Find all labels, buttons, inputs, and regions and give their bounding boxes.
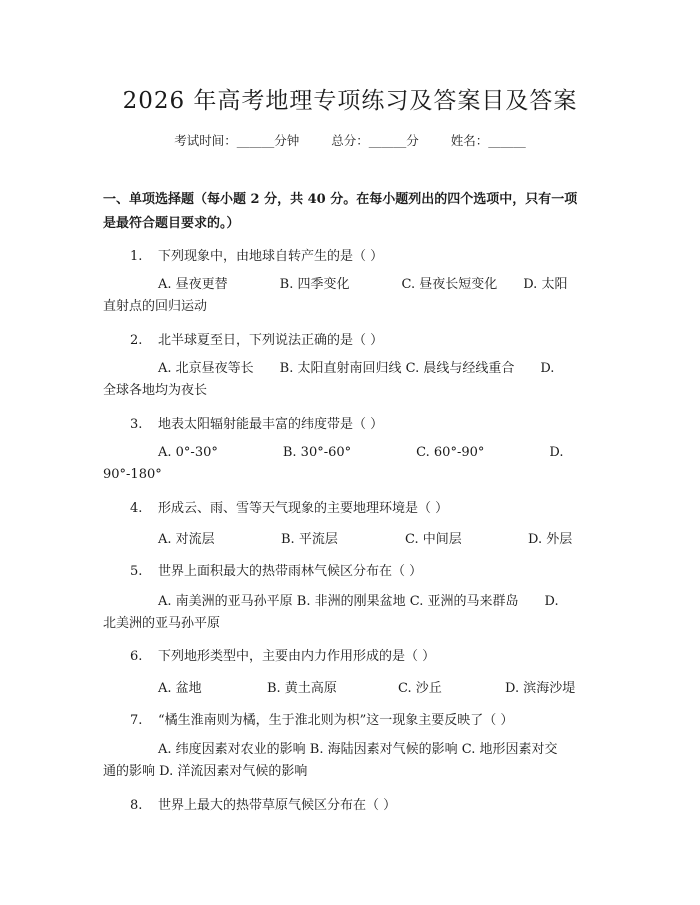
question-number: 2. <box>130 333 143 348</box>
option-a: A. 对流层 <box>158 532 215 547</box>
option-c: C. 沙丘 <box>398 681 442 696</box>
question-text: 下列地形类型中，主要由内力作用形成的是（ ） <box>158 649 436 664</box>
question-number: 7. <box>130 713 143 728</box>
question-7 <box>130 709 600 728</box>
question-text: 下列现象中，由地球自转产生的是（ ） <box>158 249 384 264</box>
options-line: A. 北京昼夜等长 B. 太阳直射南回归线 C. 晨线与经线重合 D. <box>158 361 555 376</box>
options-line: 全球各地均为夜长 <box>103 383 208 398</box>
question-2 <box>130 329 600 348</box>
question-5 <box>130 560 600 579</box>
section-heading-line: 是最符合题目要求的。） <box>103 216 240 231</box>
options-line: 通的影响 D. 洋流因素对气候的影响 <box>103 764 308 779</box>
question-6 <box>130 645 600 664</box>
question-number: 1. <box>130 249 143 264</box>
options-line: 北美洲的亚马孙平原 <box>103 616 221 631</box>
question-number: 3. <box>130 417 143 432</box>
total-score-field: 总分：______分 <box>331 133 419 148</box>
question-2-options <box>103 358 603 402</box>
question-5-options <box>103 591 603 635</box>
option-d: D. 外层 <box>528 532 573 547</box>
exam-meta <box>0 131 700 149</box>
question-8 <box>130 794 600 813</box>
page-title: 2026 年高考地理专项练习及答案目及答案 <box>122 88 578 114</box>
options-line: A. 南美洲的亚马孙平原 B. 非洲的刚果盆地 C. 亚洲的马来群岛 D. <box>158 594 559 609</box>
option-b: B. 平流层 <box>281 532 338 547</box>
question-text: 北半球夏至日，下列说法正确的是（ ） <box>158 333 384 348</box>
section-heading <box>103 188 603 236</box>
question-number: 4. <box>130 501 143 516</box>
question-7-options <box>103 739 603 783</box>
options-line: 直射点的回归运动 <box>103 299 208 314</box>
name-field: 姓名：______ <box>450 133 526 148</box>
question-4 <box>130 497 600 516</box>
option-c: C. 中间层 <box>405 532 462 547</box>
question-text: 世界上最大的热带草原气候区分布在（ ） <box>158 798 397 813</box>
question-3-options <box>103 442 603 486</box>
question-text: 世界上面积最大的热带雨林气候区分布在（ ） <box>158 564 423 579</box>
option-d: D. 滨海沙堤 <box>505 681 576 696</box>
options-line: A. 昼夜更替 B. 四季变化 C. 昼夜长短变化 D. 太阳 <box>158 277 568 292</box>
question-number: 8. <box>130 798 143 813</box>
question-1 <box>130 245 600 264</box>
option-b: B. 黄土高原 <box>267 681 337 696</box>
exam-time-field: 考试时间：______分钟 <box>174 133 300 148</box>
question-number: 6. <box>130 649 143 664</box>
options-line: A. 纬度因素对农业的影响 B. 海陆因素对气候的影响 C. 地形因素对交 <box>158 742 558 757</box>
question-number: 5. <box>130 564 143 579</box>
question-text: “橘生淮南则为橘，生于淮北则为枳”这一现象主要反映了（ ） <box>158 713 514 728</box>
question-1-options <box>103 274 603 318</box>
question-3 <box>130 413 600 432</box>
question-text: 形成云、雨、雪等天气现象的主要地理环境是（ ） <box>158 501 449 516</box>
options-line: A. 0°-30° B. 30°-60° C. 60°-90° D. <box>158 445 564 460</box>
options-line: 90°-180° <box>103 467 162 482</box>
section-heading-line: 一、单项选择题（每小题 2 分，共 40 分。在每小题列出的四个选项中，只有一项 <box>103 192 578 207</box>
question-text: 地表太阳辐射能最丰富的纬度带是（ ） <box>158 417 384 432</box>
option-a: A. 盆地 <box>158 681 202 696</box>
